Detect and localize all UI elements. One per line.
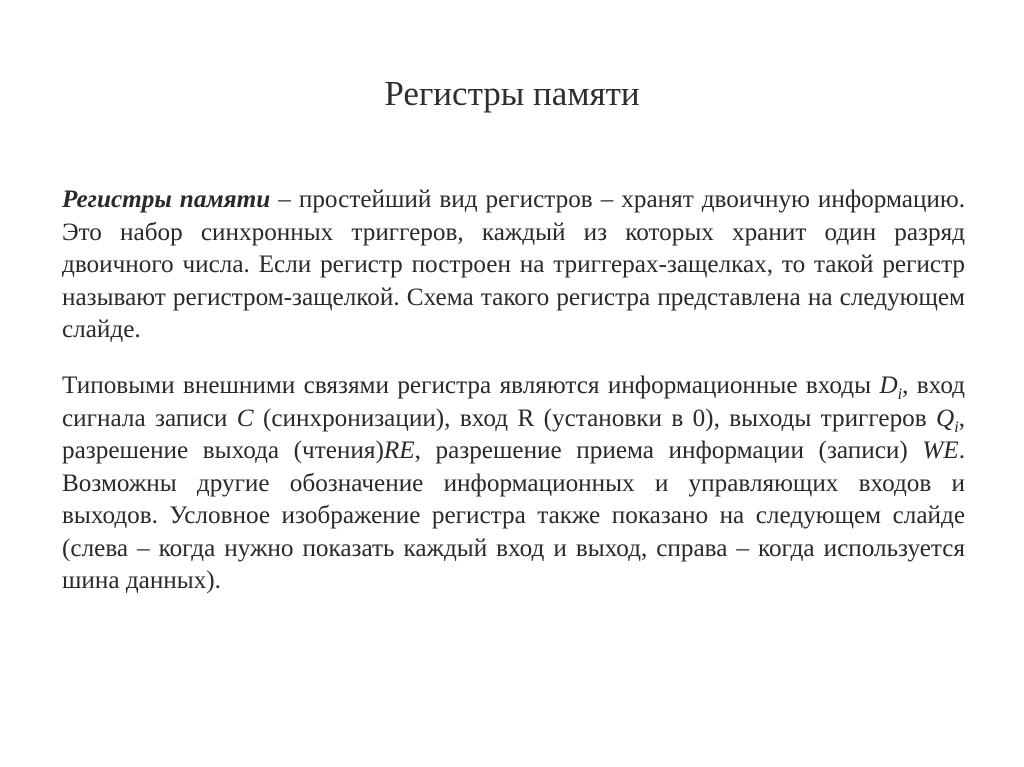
connections-text-2: , вход сигнала записи xyxy=(62,372,965,432)
connections-text-5: , разрешение приема информации (записи) xyxy=(414,437,923,464)
connections-text-3: (синхронизации), вход R (установки в 0), выходы триггеров xyxy=(253,404,937,432)
symbol-C: C xyxy=(236,404,254,432)
symbol-RE: RE xyxy=(383,437,415,464)
slide-title: Регистры памяти xyxy=(384,74,640,113)
paragraph-definition xyxy=(62,184,965,347)
symbol-Q-subscript: i xyxy=(954,418,959,436)
connections-text-7: на следующем слайде (слева – когда нужно показать каждый вход и выход, справа – когда используется шина данных). xyxy=(62,502,965,594)
symbol-WE: WE xyxy=(922,437,959,464)
symbol-Q: Q xyxy=(936,404,955,432)
symbol-D-subscript: i xyxy=(897,386,903,403)
paragraph-connections xyxy=(62,370,965,598)
term-memory-registers: Регистры памяти xyxy=(62,186,271,213)
connections-text-4: , разрешение выхода (чтения) xyxy=(62,404,965,464)
connections-text-1: Типовыми внешними связями регистра являются информационные входы xyxy=(62,372,880,399)
definition-text: – простейший вид регистров – хранят двоичную информацию. Это набор синхронных триггеров, каждый из которых хранит один разряд двоичного числа. Если регистр построен на триггерах-защелках, то такой регистр называют регистром-защелкой. Схема такого регистра представлена на следующем слайде. xyxy=(62,186,966,343)
connections-text-6: . Возможны другие обозначение информационных и управляющих входов и выходов. Условное изображение регистра также показано xyxy=(62,437,965,529)
symbol-D: D xyxy=(879,372,898,399)
